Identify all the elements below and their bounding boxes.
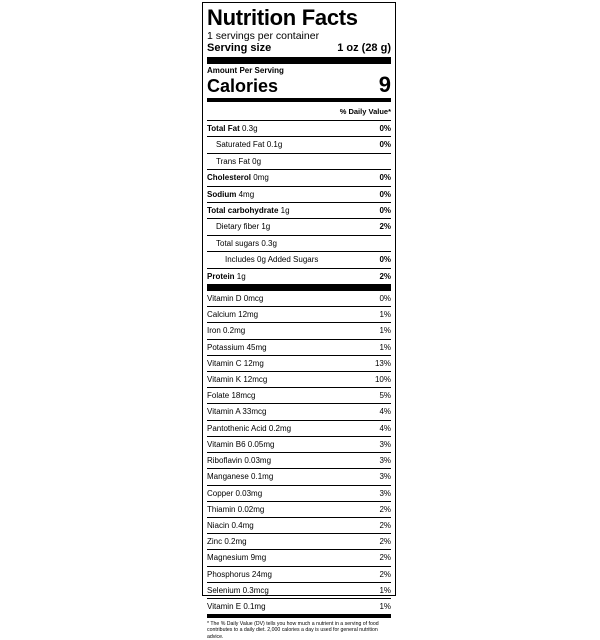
nutrient-amount: 0.3g — [241, 124, 258, 133]
vitamin-name: Phosphorus 24mg — [207, 569, 272, 579]
vitamin-name: Pantothenic Acid 0.2mg — [207, 423, 292, 433]
nutrient-row-dietary-fiber — [207, 218, 391, 234]
vitamin-name: Calcium 12mg — [207, 310, 259, 320]
vitamin-dv: 2% — [379, 553, 391, 563]
vitamin-name: Zinc 0.2mg — [207, 537, 247, 547]
nutrient-row-total-fat — [207, 120, 391, 136]
label-title: Nutrition Facts — [207, 5, 358, 30]
nutrient-amount: 0g — [252, 156, 262, 166]
vitamin-dv: 1% — [379, 326, 391, 336]
vitamin-name: Vitamin B6 0.05mg — [207, 439, 275, 449]
vitamin-name: Vitamin D 0mcg — [207, 294, 264, 304]
nutrient-row-cholesterol — [207, 169, 391, 185]
vitamin-row — [207, 566, 391, 582]
nutrient-row-trans-fat — [207, 153, 391, 169]
nutrient-amount: 0.1g — [266, 140, 283, 150]
vitamin-row — [207, 371, 391, 387]
nutrient-name: Total carbohydrate — [207, 206, 279, 216]
nutrient-row-protein — [207, 268, 391, 284]
vitamin-dv: 0% — [379, 294, 391, 304]
vitamin-row — [207, 291, 391, 306]
nutrient-dv: 0% — [379, 173, 391, 183]
nutrient-row-total-carbohydrate — [207, 202, 391, 218]
thick-divider — [207, 57, 391, 64]
vitamin-dv: 4% — [379, 407, 391, 417]
vitamin-name: Thiamin 0.02mg — [207, 504, 265, 514]
medium-divider — [207, 98, 391, 102]
nutrient-dv: 0% — [379, 140, 391, 150]
vitamin-row — [207, 485, 391, 501]
nutrient-amount: 1g — [236, 271, 246, 281]
vitamin-row — [207, 420, 391, 436]
vitamin-dv: 1% — [379, 585, 391, 595]
nutrient-dv: 0% — [379, 124, 391, 133]
vitamin-name: Manganese 0.1mg — [207, 472, 274, 482]
vitamin-dv: 2% — [379, 504, 391, 514]
vitamin-row — [207, 403, 391, 419]
nutrient-name: Saturated Fat — [216, 140, 265, 150]
serving-size-label: Serving size — [207, 42, 272, 54]
vitamin-dv: 3% — [379, 439, 391, 449]
vitamin-name: Potassium 45mg — [207, 342, 267, 352]
vitamin-row — [207, 501, 391, 517]
vitamin-name: Magnesium 9mg — [207, 553, 267, 563]
serving-size-value: 1 oz (28 g) — [337, 42, 391, 54]
nutrient-name: Total sugars — [216, 238, 260, 248]
vitamin-dv: 2% — [379, 537, 391, 547]
vitamin-name: Iron 0.2mg — [207, 326, 246, 336]
nutrient-amount: 1g — [280, 206, 290, 216]
vitamin-name: Niacin 0.4mg — [207, 520, 254, 530]
vitamin-name: Folate 18mcg — [207, 391, 256, 401]
vitamin-row — [207, 306, 391, 322]
nutrient-amount: 4mg — [238, 189, 255, 199]
nutrient-name: Dietary fiber — [216, 222, 260, 232]
nutrient-name: Sodium — [207, 189, 237, 199]
daily-value-footnote: * The % Daily Value (DV) tells you how much a nutrient in a serving of food contributes to a daily diet. 2,000 calories a day is used for general nutrition advice. — [207, 614, 391, 640]
servings-per-container: 1 servings per container — [207, 30, 320, 42]
vitamin-dv: 5% — [379, 391, 391, 401]
nutrient-amount: 0mg — [253, 173, 269, 183]
serving-size-row — [207, 42, 391, 55]
vitamin-row — [207, 533, 391, 549]
vitamin-name: Vitamin K 12mcg — [207, 375, 268, 385]
amount-per-serving: Amount Per Serving — [207, 66, 284, 75]
vitamin-dv: 2% — [379, 569, 391, 579]
vitamin-row — [207, 452, 391, 468]
vitamin-row — [207, 355, 391, 371]
vitamin-name: Selenium 0.3mcg — [207, 585, 269, 595]
vitamin-row — [207, 517, 391, 533]
vitamin-dv: 3% — [379, 472, 391, 482]
nutrient-row-added-sugars — [207, 251, 391, 267]
vitamin-dv: 3% — [379, 488, 391, 498]
nutrient-name: Includes 0g Added Sugars — [225, 255, 319, 265]
nutrition-facts-label — [202, 2, 396, 640]
vitamin-dv: 13% — [374, 358, 391, 368]
vitamin-name: Vitamin A 33mcg — [207, 407, 267, 417]
nutrient-dv: 0% — [379, 255, 391, 265]
vitamin-name: Riboflavin 0.03mg — [207, 456, 272, 466]
nutrient-dv: 2% — [379, 271, 391, 281]
nutrient-row-sodium — [207, 186, 391, 202]
vitamin-name: Vitamin E 0.1mg — [207, 601, 266, 611]
thick-divider — [207, 284, 391, 291]
vitamin-dv: 1% — [379, 601, 391, 611]
nutrient-name: Cholesterol — [207, 173, 252, 183]
calories-row — [207, 72, 391, 97]
vitamin-row — [207, 468, 391, 484]
nutrient-name: Total Fat — [207, 124, 240, 133]
vitamin-row — [207, 322, 391, 338]
nutrient-name: Trans Fat — [216, 156, 250, 166]
daily-value-header: % Daily Value* — [339, 107, 391, 116]
nutrient-amount: 0.3g — [261, 238, 277, 248]
vitamin-dv: 3% — [379, 456, 391, 466]
vitamin-name: Vitamin C 12mg — [207, 358, 264, 368]
nutrient-name: Protein — [207, 271, 235, 281]
vitamin-dv: 1% — [379, 342, 391, 352]
nutrient-dv: 0% — [379, 206, 391, 216]
vitamin-dv: 10% — [374, 375, 391, 385]
vitamin-row — [207, 582, 391, 598]
vitamin-dv: 1% — [379, 310, 391, 320]
nutrient-dv: 0% — [379, 189, 391, 199]
vitamin-row — [207, 598, 391, 614]
vitamin-name: Copper 0.03mg — [207, 488, 263, 498]
nutrient-row-total-sugars — [207, 235, 391, 251]
vitamin-row — [207, 436, 391, 452]
nutrient-row-saturated-fat — [207, 136, 391, 152]
calories-value: 9 — [378, 72, 391, 97]
vitamin-dv: 2% — [379, 520, 391, 530]
nutrient-dv: 2% — [379, 222, 391, 232]
calories-label: Calories — [207, 76, 279, 96]
nutrient-amount: 1g — [261, 222, 271, 232]
vitamin-dv: 4% — [379, 423, 391, 433]
vitamin-row — [207, 339, 391, 355]
vitamin-row — [207, 549, 391, 565]
vitamin-row — [207, 387, 391, 403]
